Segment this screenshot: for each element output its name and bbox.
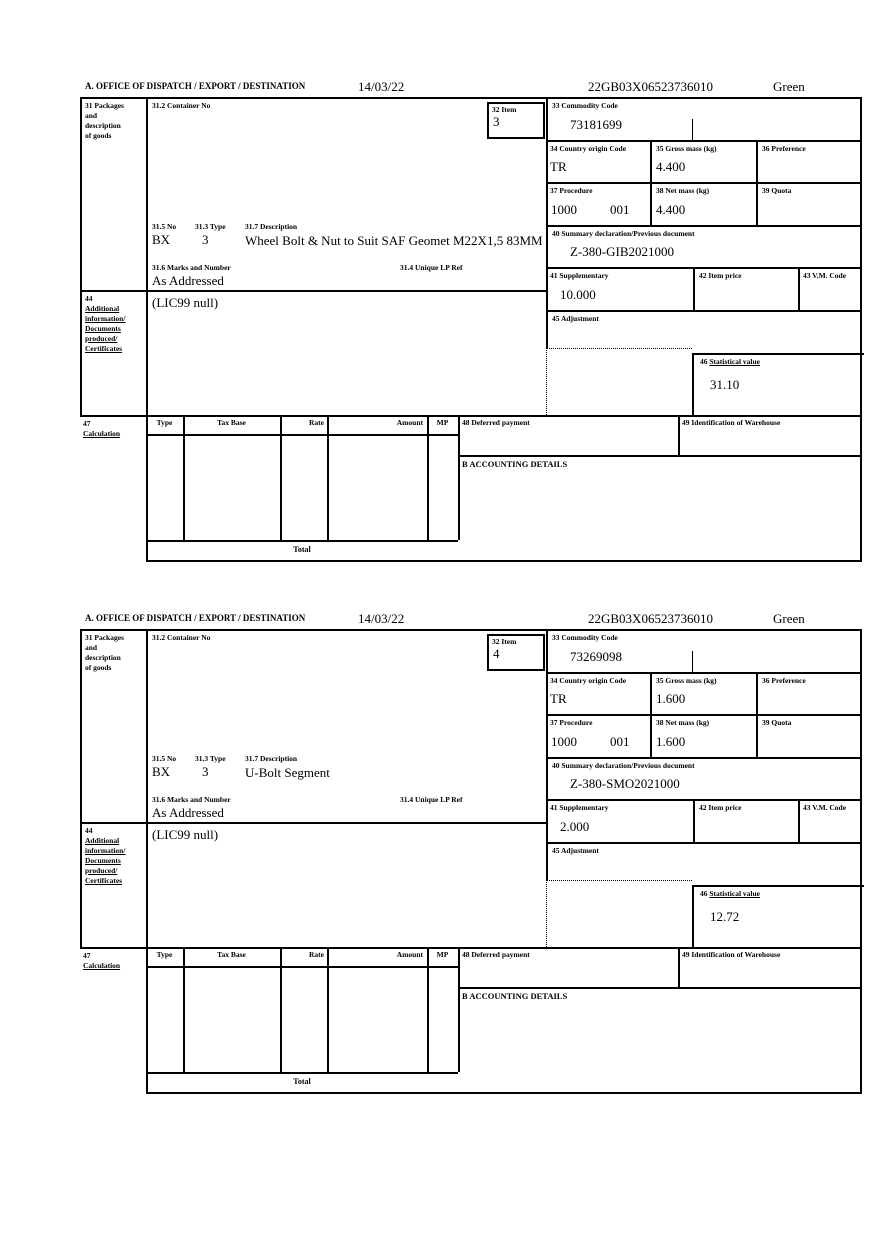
description-label: 31.7 Description: [245, 754, 298, 763]
item-number: 3: [493, 114, 500, 129]
unique-lp-ref-label: 31.4 Unique LP Ref: [400, 795, 463, 804]
dotted-border-horizontal: [546, 348, 692, 349]
procedure-code-2: 001: [610, 202, 630, 217]
package-no-value: BX: [152, 232, 171, 247]
total-label: Total: [293, 545, 311, 554]
box43-vm-code: [798, 801, 864, 844]
box32-item: [487, 634, 545, 671]
box31-line: description: [85, 121, 121, 130]
statistical-value-amount: 31.10: [710, 377, 740, 392]
box36-preference: [756, 674, 864, 716]
box33-commodity: [546, 629, 862, 674]
item-label: 32 Item: [492, 637, 517, 646]
net-mass-value: 4.400: [656, 202, 686, 217]
box312-container-area: [146, 97, 548, 292]
calc-col-tax-base: Tax Base: [217, 950, 246, 959]
warehouse-id-label: 49 Identification of Warehouse: [682, 418, 781, 427]
statistical-value-label: [700, 357, 760, 367]
calc-col-type: Type: [156, 950, 173, 959]
box45-adjustment: [546, 842, 862, 882]
supplementary-value: 10.000: [560, 287, 596, 302]
row-37-39: [546, 714, 862, 759]
item-price-label: 42 Item price: [699, 271, 742, 280]
warehouse-id-label: 49 Identification of Warehouse: [682, 950, 781, 959]
gross-mass-label: 35 Gross mass (kg): [656, 144, 717, 153]
box34-origin: [546, 674, 650, 716]
box44-content: [146, 290, 548, 417]
calc-header-bottom-border: [146, 966, 458, 968]
net-mass-label: 38 Net mass (kg): [656, 718, 710, 727]
dispatch-date: 14/03/22: [358, 611, 405, 626]
deferred-warehouse-divider: [678, 947, 680, 987]
preference-label: 36 Preference: [762, 144, 806, 153]
net-mass-label: 38 Net mass (kg): [656, 186, 710, 195]
box35-gross-mass: [650, 142, 758, 184]
item-price-label: 42 Item price: [699, 803, 742, 812]
row-37-39: [546, 182, 862, 227]
procedure-label: 37 Procedure: [550, 186, 593, 195]
box44-line: produced/: [85, 866, 118, 875]
office-of-dispatch-label: A. OFFICE OF DISPATCH / EXPORT / DESTINATION: [85, 613, 306, 623]
procedure-code-1: 1000: [551, 734, 577, 749]
goods-description: Wheel Bolt & Nut to Suit SAF Geomet M22X1,5 83MM: [245, 233, 543, 248]
package-type-value: 3: [202, 764, 209, 779]
preference-label: 36 Preference: [762, 676, 806, 685]
commodity-code-value: 73269098: [570, 649, 622, 664]
box45-adjustment: [546, 310, 862, 350]
quota-label: 39 Quota: [762, 186, 792, 195]
box40-previous-document: [546, 757, 862, 801]
box41-supplementary: [546, 801, 693, 844]
previous-document-value: Z-380-SMO2021000: [570, 776, 680, 791]
calc-body-bottom-border: [146, 1072, 458, 1074]
box44-line: information/: [85, 314, 126, 323]
box44-line: information/: [85, 846, 126, 855]
supplementary-value: 2.000: [560, 819, 590, 834]
gross-mass-value: 4.400: [656, 159, 686, 174]
package-type-label: 31.3 Type: [195, 222, 226, 231]
deferred-row-bottom-border: [458, 455, 862, 457]
procedure-code-1: 1000: [551, 202, 577, 217]
previous-document-label: 40 Summary declaration/Previous document: [552, 229, 695, 238]
adjustment-label: 45 Adjustment: [552, 846, 599, 855]
box31-line: and: [85, 111, 98, 120]
box44-line: Documents: [85, 324, 121, 333]
deferred-row-bottom-border: [458, 987, 862, 989]
box33-commodity: [546, 97, 862, 142]
box31-packages-label: [80, 629, 146, 822]
box47-calculation-label: Calculation: [83, 429, 121, 438]
commodity-code-divider: [692, 651, 693, 674]
box31-line: of goods: [85, 663, 112, 672]
box44-line: 44: [85, 294, 93, 303]
box31-line: description: [85, 653, 121, 662]
calc-col-type: Type: [156, 418, 173, 427]
marks-numbers-value: As Addressed: [152, 805, 224, 820]
box47-number: 47: [83, 419, 91, 428]
box44-additional-info-label: [80, 290, 146, 415]
adjustment-label: 45 Adjustment: [552, 314, 599, 323]
row-41-43: [546, 267, 862, 312]
origin-value: TR: [550, 691, 567, 706]
procedure-code-2: 001: [610, 734, 630, 749]
calc-col-tax-base: Tax Base: [217, 418, 246, 427]
statistical-value-number: 46: [700, 889, 708, 898]
container-no-label: 31.2 Container No: [152, 633, 211, 642]
box37-procedure: [546, 716, 650, 759]
declaration-reference: 22GB03X06523736010: [588, 79, 713, 94]
box44-line: produced/: [85, 334, 118, 343]
package-no-value: BX: [152, 764, 171, 779]
item-sheet: [80, 629, 862, 1094]
box44-line: Additional: [85, 836, 120, 845]
commodity-code-divider: [692, 119, 693, 142]
box37-procedure: [546, 184, 650, 227]
box39-quota: [756, 716, 864, 759]
dotted-border-vertical: [546, 348, 547, 415]
calc-col-mp: MP: [436, 950, 449, 959]
previous-document-value: Z-380-GIB2021000: [570, 244, 674, 259]
package-no-label: 31.5 No: [152, 222, 177, 231]
row-34-36: [546, 140, 862, 184]
box40-previous-document: [546, 225, 862, 269]
supplementary-label: 41 Supplementary: [550, 271, 609, 280]
sheet-bottom-border: [146, 1092, 862, 1094]
calc-body-bottom-border: [146, 540, 458, 542]
statistical-value-text: Statistical value: [709, 889, 760, 898]
total-label: Total: [293, 1077, 311, 1086]
dotted-border-vertical: [546, 880, 547, 947]
origin-label: 34 Country origin Code: [550, 676, 627, 685]
statistical-value-label: [700, 889, 760, 899]
box38-net-mass: [650, 184, 758, 227]
box312-container-area: [146, 629, 548, 824]
box44-line: Additional: [85, 304, 120, 313]
item-sheet: [80, 97, 862, 562]
sheet-bottom-border: [146, 560, 862, 562]
box47-calculation-label: Calculation: [83, 961, 121, 970]
box43-vm-code: [798, 269, 864, 312]
calc-table-right-border: [458, 415, 460, 540]
box44-line: 44: [85, 826, 93, 835]
declaration-item-section: [80, 611, 864, 1094]
sheet-right-border: [860, 97, 862, 562]
dispatch-date: 14/03/22: [358, 79, 405, 94]
declaration-reference: 22GB03X06523736010: [588, 611, 713, 626]
supplementary-label: 41 Supplementary: [550, 803, 609, 812]
deferred-payment-label: 48 Deferred payment: [462, 418, 530, 427]
box35-gross-mass: [650, 674, 758, 716]
procedure-label: 37 Procedure: [550, 718, 593, 727]
box31-line: 31 Packages: [85, 633, 124, 642]
declaration-item-section: [80, 79, 864, 562]
box47-number: 47: [83, 951, 91, 960]
previous-document-label: 40 Summary declaration/Previous document: [552, 761, 695, 770]
calc-col-mp: MP: [436, 418, 449, 427]
unique-lp-ref-label: 31.4 Unique LP Ref: [400, 263, 463, 272]
statistical-value-number: 46: [700, 357, 708, 366]
item-number: 4: [493, 646, 500, 661]
gross-mass-label: 35 Gross mass (kg): [656, 676, 717, 685]
marks-numbers-label: 31.6 Marks and Number: [152, 795, 231, 804]
description-label: 31.7 Description: [245, 222, 298, 231]
box44-additional-info-label: [80, 822, 146, 947]
box44-line: Certificates: [85, 876, 123, 885]
sheet-right-border: [860, 629, 862, 1094]
statistical-value-text: Statistical value: [709, 357, 760, 366]
calculation-top-border: [80, 947, 862, 949]
additional-info-value: (LIC99 null): [152, 827, 219, 842]
box31-packages-label: [80, 97, 146, 290]
box39-quota: [756, 184, 864, 227]
marks-numbers-value: As Addressed: [152, 273, 224, 288]
calc-col-amount: Amount: [396, 950, 423, 959]
calculation-top-border: [80, 415, 862, 417]
box46-statistical-value: [692, 885, 864, 949]
box41-supplementary: [546, 269, 693, 312]
routing-status: Green: [773, 611, 805, 626]
vm-code-label: 43 V.M. Code: [803, 803, 847, 812]
gross-mass-value: 1.600: [656, 691, 686, 706]
calc-header-bottom-border: [146, 434, 458, 436]
commodity-code-value: 73181699: [570, 117, 622, 132]
calc-col-rate: Rate: [309, 418, 324, 427]
box44-line: Certificates: [85, 344, 123, 353]
goods-description: U-Bolt Segment: [245, 765, 330, 780]
box32-item: [487, 102, 545, 139]
deferred-warehouse-divider: [678, 415, 680, 455]
statistical-value-amount: 12.72: [710, 909, 740, 924]
box38-net-mass: [650, 716, 758, 759]
routing-status: Green: [773, 79, 805, 94]
box31-line: 31 Packages: [85, 101, 124, 110]
row-41-43: [546, 799, 862, 844]
origin-value: TR: [550, 159, 567, 174]
commodity-code-label: 33 Commodity Code: [552, 633, 618, 642]
package-no-label: 31.5 No: [152, 754, 177, 763]
box46-statistical-value: [692, 353, 864, 417]
row-34-36: [546, 672, 862, 716]
origin-label: 34 Country origin Code: [550, 144, 627, 153]
commodity-code-label: 33 Commodity Code: [552, 101, 618, 110]
box31-line: of goods: [85, 131, 112, 140]
box34-origin: [546, 142, 650, 184]
container-no-label: 31.2 Container No: [152, 101, 211, 110]
deferred-payment-label: 48 Deferred payment: [462, 950, 530, 959]
net-mass-value: 1.600: [656, 734, 686, 749]
marks-numbers-label: 31.6 Marks and Number: [152, 263, 231, 272]
box44-content: [146, 822, 548, 949]
package-type-label: 31.3 Type: [195, 754, 226, 763]
accounting-details-label: B ACCOUNTING DETAILS: [462, 459, 568, 469]
calc-table-right-border: [458, 947, 460, 1072]
additional-info-value: (LIC99 null): [152, 295, 219, 310]
office-of-dispatch-label: A. OFFICE OF DISPATCH / EXPORT / DESTINATION: [85, 81, 306, 91]
box44-line: Documents: [85, 856, 121, 865]
calc-col-rate: Rate: [309, 950, 324, 959]
package-type-value: 3: [202, 232, 209, 247]
box36-preference: [756, 142, 864, 184]
dotted-border-horizontal: [546, 880, 692, 881]
box42-item-price: [693, 269, 800, 312]
vm-code-label: 43 V.M. Code: [803, 271, 847, 280]
accounting-details-label: B ACCOUNTING DETAILS: [462, 991, 568, 1001]
box31-line: and: [85, 643, 98, 652]
item-label: 32 Item: [492, 105, 517, 114]
quota-label: 39 Quota: [762, 718, 792, 727]
box42-item-price: [693, 801, 800, 844]
calc-col-amount: Amount: [396, 418, 423, 427]
